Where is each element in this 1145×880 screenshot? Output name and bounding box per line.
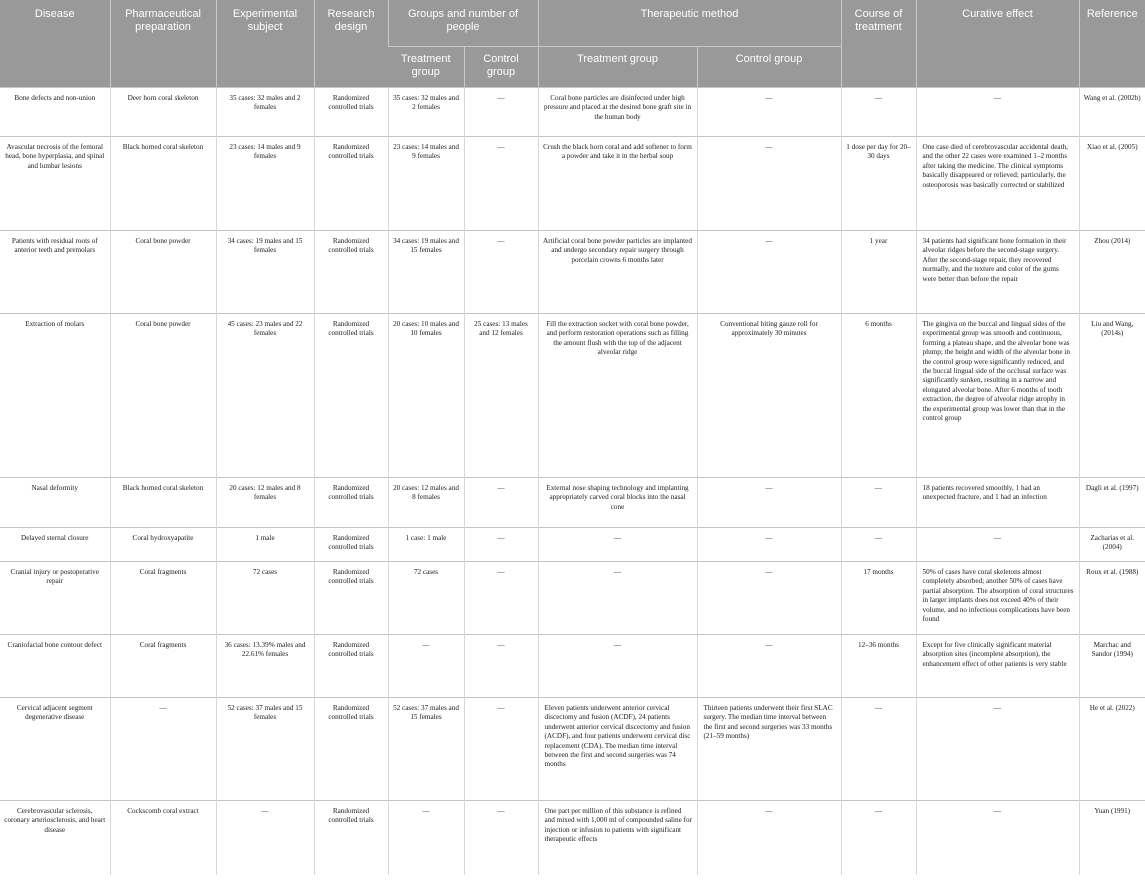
cell-reference: He et al. (2022) [1079, 698, 1145, 801]
cell-course: — [841, 478, 916, 528]
cell-group-control: — [464, 801, 538, 875]
cell-group-control: — [464, 88, 538, 137]
cell-group-control: — [464, 137, 538, 231]
cell-course: — [841, 88, 916, 137]
cell-subject: 20 cases: 12 males and 8 females [216, 478, 314, 528]
cell-disease: Avascular necrosis of the femoral head, bone hyperplasia, and spinal and lumbar lesions [0, 137, 110, 231]
table-body [0, 88, 1145, 875]
cell-subject: 23 cases: 14 males and 9 females [216, 137, 314, 231]
cell-method-treatment: Fill the extraction socket with coral bone powder, and perform restoration operations such as filling the amount flush with the top of the adjacent alveolar ridge [538, 314, 697, 478]
cell-group-treatment: 34 cases: 19 males and 15 females [388, 231, 464, 314]
header-course: Course of treatment [841, 0, 916, 88]
cell-reference: Roux et al. (1988) [1079, 562, 1145, 635]
cell-course: — [841, 698, 916, 801]
cell-method-control: — [697, 478, 841, 528]
cell-method-treatment: One part per million of this substance is refined and mixed with 1,000 ml of compounded saline for injection or infusion to patients with significant therapeutic effects [538, 801, 697, 875]
cell-effect: — [916, 528, 1079, 562]
header-design: Research design [314, 0, 388, 88]
cell-disease: Patients with residual roots of anterior teeth and premolars [0, 231, 110, 314]
cell-effect: — [916, 698, 1079, 801]
cell-preparation: — [110, 698, 216, 801]
cell-disease: Delayed sternal closure [0, 528, 110, 562]
cell-group-control: 25 cases: 13 males and 12 females [464, 314, 538, 478]
cell-group-treatment: 20 cases: 12 males and 8 females [388, 478, 464, 528]
cell-design: Randomized controlled trials [314, 314, 388, 478]
header-disease: Disease [0, 0, 110, 88]
cell-effect: — [916, 801, 1079, 875]
cell-preparation: Coral fragments [110, 635, 216, 698]
cell-method-control: — [697, 231, 841, 314]
cell-disease: Bone defects and non-union [0, 88, 110, 137]
cell-disease: Extraction of molars [0, 314, 110, 478]
cell-subject: 34 cases: 19 males and 15 females [216, 231, 314, 314]
cell-design: Randomized controlled trials [314, 698, 388, 801]
cell-group-control: — [464, 528, 538, 562]
cell-method-control: — [697, 562, 841, 635]
cell-method-treatment: Artificial coral bone powder particles are implanted and undergo secondary repair surgery through porcelain crowns 6 months later [538, 231, 697, 314]
cell-subject: 35 cases: 32 males and 2 females [216, 88, 314, 137]
cell-effect: 18 patients recovered smoothly, 1 had an unexpected fracture, and 1 had an infection [916, 478, 1079, 528]
header-preparation: Pharmaceutical preparation [110, 0, 216, 88]
cell-preparation: Cockscomb coral extract [110, 801, 216, 875]
header-effect: Curative effect [916, 0, 1079, 88]
table-row [0, 137, 1145, 231]
cell-effect: The gingiva on the buccal and lingual sides of the experimental group was smooth and continuous, forming a plateau shape, and the alveolar bone was plump; the height and width of the alveolar bone in the control group were significantly reduced, and the buccal lingual side of the occlusal surface was significantly sunken, resulting in a narrow and elongated alveolar bone. After 6 months of tooth extraction, the degree of alveolar ridge atrophy in the experimental group was lower than that in the control group [916, 314, 1079, 478]
cell-group-control: — [464, 635, 538, 698]
cell-preparation: Black horned coral skeleton [110, 478, 216, 528]
cell-method-treatment: External nose shaping technology and implanting appropriately carved coral blocks into the nasal cone [538, 478, 697, 528]
cell-course: 12–36 months [841, 635, 916, 698]
cell-effect: — [916, 88, 1079, 137]
cell-subject: 36 cases: 13.39% males and 22.61% females [216, 635, 314, 698]
cell-group-treatment: 72 cases [388, 562, 464, 635]
cell-method-control: — [697, 801, 841, 875]
cell-subject: — [216, 801, 314, 875]
cell-method-treatment: Crush the black horn coral and add softener to form a powder and take it in the herbal soup [538, 137, 697, 231]
cell-reference: Marchac and Sandor (1994) [1079, 635, 1145, 698]
cell-preparation: Black horned coral skeleton [110, 137, 216, 231]
header-groups-control: Control group [464, 47, 538, 88]
table-row [0, 528, 1145, 562]
cell-method-control: — [697, 528, 841, 562]
table-row [0, 801, 1145, 875]
cell-design: Randomized controlled trials [314, 88, 388, 137]
header-subject: Experimental subject [216, 0, 314, 88]
cell-disease: Cranial injury or postoperative repair [0, 562, 110, 635]
cell-subject: 52 cases: 37 males and 15 females [216, 698, 314, 801]
cell-group-treatment: 20 cases: 10 males and 10 females [388, 314, 464, 478]
cell-preparation: Coral bone powder [110, 314, 216, 478]
cell-method-treatment: — [538, 562, 697, 635]
cell-subject: 45 cases: 23 males and 22 females [216, 314, 314, 478]
cell-course: 6 months [841, 314, 916, 478]
cell-effect: Except for five clinically significant material absorption sites (incomplete absorption), the enhancement effect of other patients is very stable [916, 635, 1079, 698]
cell-course: 17 months [841, 562, 916, 635]
cell-method-control: Conventional biting gauze roll for approximately 30 minutes [697, 314, 841, 478]
cell-effect: 50% of cases have coral skeletons almost completely absorbed; another 50% of cases have partial absorption. The absorption of coral structures in larger implants does not exceed 40% of their volume, and no infectious complications have been found [916, 562, 1079, 635]
header-groups: Groups and number of people [388, 0, 538, 47]
cell-preparation: Coral bone powder [110, 231, 216, 314]
cell-design: Randomized controlled trials [314, 137, 388, 231]
cell-method-control: — [697, 137, 841, 231]
table-row [0, 231, 1145, 314]
cell-group-treatment: 1 case: 1 male [388, 528, 464, 562]
cell-reference: Zhou (2014) [1079, 231, 1145, 314]
table-header [0, 0, 1145, 88]
cell-reference: Wang et al. (2002b) [1079, 88, 1145, 137]
cell-group-treatment: 23 cases: 14 males and 9 females [388, 137, 464, 231]
cell-subject: 1 male [216, 528, 314, 562]
cell-reference: Zacharias et al. (2004) [1079, 528, 1145, 562]
cell-reference: Liu and Wang, (2014s) [1079, 314, 1145, 478]
cell-reference: Yuan (1991) [1079, 801, 1145, 875]
cell-method-treatment: — [538, 528, 697, 562]
cell-design: Randomized controlled trials [314, 231, 388, 314]
cell-course: — [841, 801, 916, 875]
cell-group-control: — [464, 478, 538, 528]
cell-design: Randomized controlled trials [314, 528, 388, 562]
cell-method-control: — [697, 635, 841, 698]
cell-method-control: — [697, 88, 841, 137]
cell-group-treatment: — [388, 801, 464, 875]
cell-group-treatment: — [388, 635, 464, 698]
cell-method-control: Thirteen patients underwent their first SLAC surgery. The median time interval between the first and second surgeries was 33 months (21–59 months) [697, 698, 841, 801]
cell-group-control: — [464, 231, 538, 314]
cell-disease: Cervical adjacent segment degenerative disease [0, 698, 110, 801]
cell-group-control: — [464, 698, 538, 801]
cell-effect: 34 patients had significant bone formation in their alveolar ridges before the second-stage surgery. After the second-stage repair, they recovered normally, and the texture and color of the gums were better than before the repair [916, 231, 1079, 314]
table-row [0, 562, 1145, 635]
cell-preparation: Deer horn coral skeleton [110, 88, 216, 137]
cell-design: Randomized controlled trials [314, 478, 388, 528]
cell-disease: Nasal deformity [0, 478, 110, 528]
cell-design: Randomized controlled trials [314, 562, 388, 635]
cell-reference: Xiao et al. (2005) [1079, 137, 1145, 231]
cell-course: 1 dose per day for 20–30 days [841, 137, 916, 231]
cell-method-treatment: Eleven patients underwent anterior cervical discectomy and fusion (ACDF), 24 patients underwent anterior cervical discectomy and fusion (ACDF), and four patients underwent cervical disc replacement (CDA). The median time interval between the first and second surgeries was 74 months [538, 698, 697, 801]
header-groups-treatment: Treatment group [388, 47, 464, 88]
header-reference: Reference [1079, 0, 1145, 88]
cell-design: Randomized controlled trials [314, 635, 388, 698]
cell-disease: Cerebrovascular sclerosis, coronary arteriosclerosis, and heart disease [0, 801, 110, 875]
table-row [0, 88, 1145, 137]
cell-subject: 72 cases [216, 562, 314, 635]
cell-group-control: — [464, 562, 538, 635]
header-method: Therapeutic method [538, 0, 841, 47]
header-method-treatment: Treatment group [538, 47, 697, 88]
cell-method-treatment: Coral bone particles are disinfected under high pressure and placed at the desired bone graft site in the human body [538, 88, 697, 137]
table-row [0, 698, 1145, 801]
cell-effect: One case died of cerebrovascular accidental death, and the other 22 cases were examined 1–2 months after taking the medicine. The clinical symptoms basically disappeared or relieved; particularly, the osteoporosis was basically corrected or stabilized [916, 137, 1079, 231]
cell-preparation: Coral fragments [110, 562, 216, 635]
table-row [0, 478, 1145, 528]
cell-course: 1 year [841, 231, 916, 314]
cell-preparation: Coral hydroxyapatite [110, 528, 216, 562]
cell-method-treatment: — [538, 635, 697, 698]
cell-reference: Dagli et al. (1997) [1079, 478, 1145, 528]
table-row [0, 314, 1145, 478]
cell-design: Randomized controlled trials [314, 801, 388, 875]
cell-disease: Craniofacial bone contour defect [0, 635, 110, 698]
cell-group-treatment: 35 cases: 32 males and 2 females [388, 88, 464, 137]
header-method-control: Control group [697, 47, 841, 88]
table-row [0, 635, 1145, 698]
cell-course: — [841, 528, 916, 562]
cell-group-treatment: 52 cases: 37 males and 15 females [388, 698, 464, 801]
